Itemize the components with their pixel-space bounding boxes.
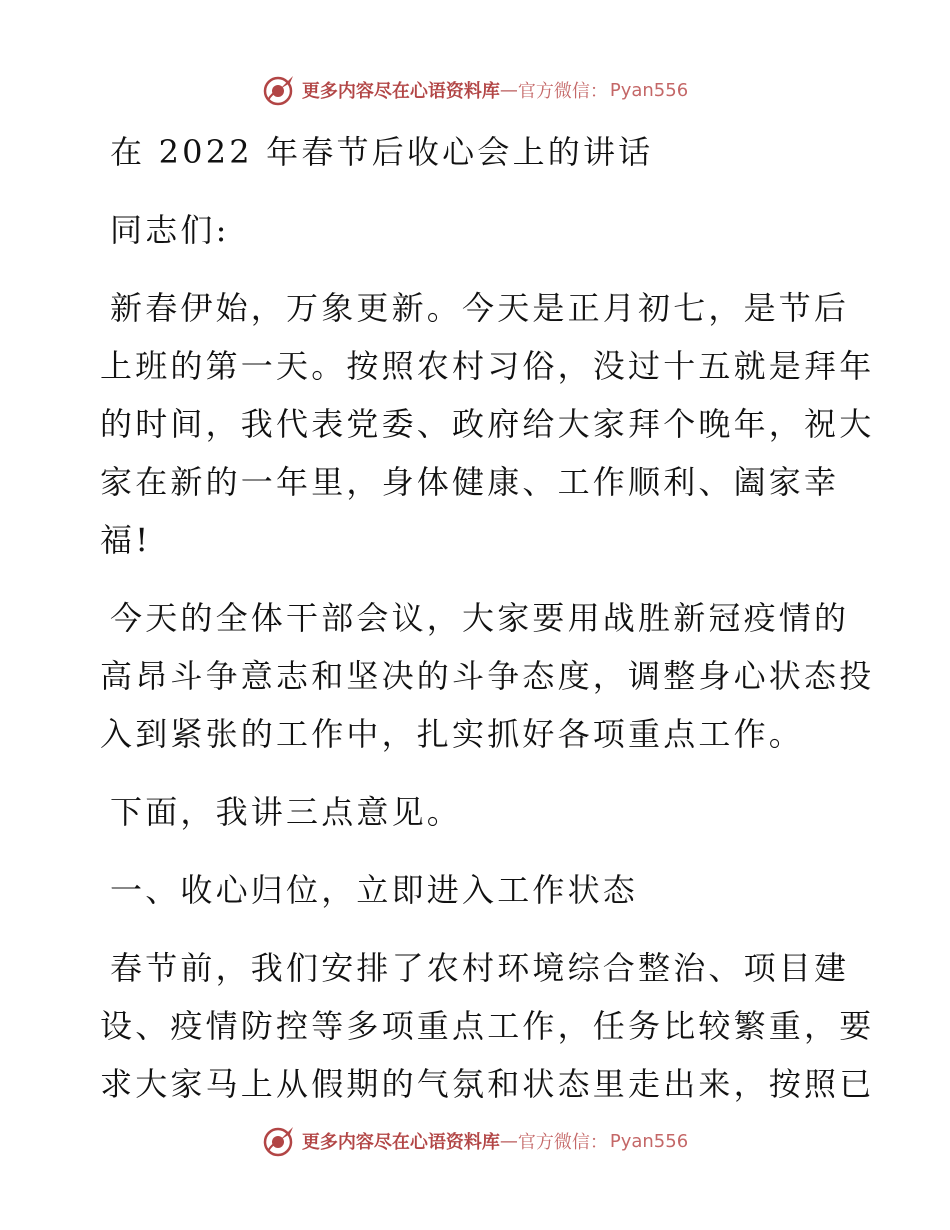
footer-watermark: [0, 1121, 950, 1161]
watermark-dash: —: [499, 79, 518, 101]
paragraph-line: 上班的第一天。按照农村习俗，没过十五就是拜年: [100, 347, 875, 385]
paragraph-line: 高昂斗争意志和坚决的斗争态度，调整身心状态投: [100, 657, 875, 695]
quill-logo-icon: [262, 1124, 296, 1158]
paragraph-3: 下面，我讲三点意见。: [110, 793, 463, 831]
paragraph-2: [100, 589, 875, 763]
document-body: [100, 123, 875, 1113]
paragraph-line: 福!: [100, 521, 152, 559]
paragraph-line: 入到紧张的工作中，扎实抓好各项重点工作。: [100, 715, 805, 753]
watermark-wechat-label: 官方微信：: [517, 1132, 608, 1153]
paragraph-line: 新春伊始，万象更新。今天是正月初七，是节后: [110, 289, 850, 327]
watermark-wechat-id: Pyan556: [609, 79, 689, 101]
paragraph-line: 今天的全体干部会议，大家要用战胜新冠疫情的: [110, 599, 850, 637]
greeting: 同志们:: [110, 211, 230, 249]
paragraph-line: 春节前，我们安排了农村环境综合整治、项目建: [110, 949, 850, 987]
watermark-lead-text: 更多内容尽在心语资料库: [301, 81, 500, 102]
watermark-lead-text: 更多内容尽在心语资料库: [301, 1132, 500, 1153]
watermark-dash: —: [499, 1130, 518, 1152]
paragraph-line: 求大家马上从假期的气氛和状态里走出来，按照已: [100, 1065, 875, 1103]
watermark-wechat-id: Pyan556: [609, 1130, 689, 1152]
section-heading-1: 一、收心归位，立即进入工作状态: [110, 871, 639, 909]
paragraph-line: 设、疫情防控等多项重点工作，任务比较繁重，要: [100, 1007, 875, 1045]
header-watermark: [0, 70, 950, 110]
paragraph-line: 家在新的一年里，身体健康、工作顺利、阖家幸: [100, 463, 840, 501]
paragraph-4: [100, 939, 875, 1113]
paragraph-1: [100, 279, 875, 569]
paragraph-line: 的时间，我代表党委、政府给大家拜个晚年，祝大: [100, 405, 875, 443]
quill-logo-icon: [262, 73, 296, 107]
watermark-wechat-label: 官方微信：: [517, 81, 608, 102]
document-title: 在 2022 年春节后收心会上的讲话: [110, 133, 654, 171]
